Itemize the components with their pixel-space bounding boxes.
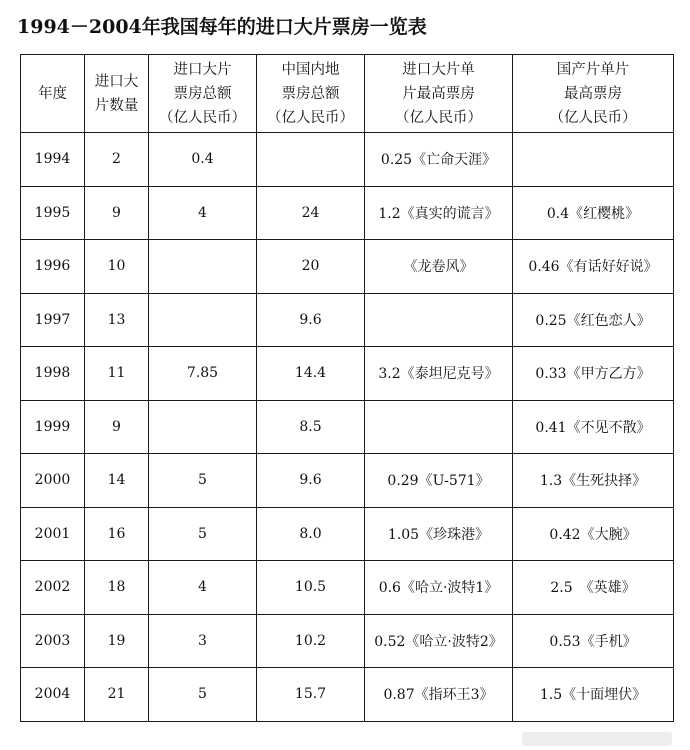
table-cell: 1994 — [21, 133, 85, 187]
table-cell: 1.2《真实的谎言》 — [365, 186, 513, 240]
table-cell: 5 — [149, 454, 257, 508]
column-header-line: 最高票房 — [564, 85, 622, 102]
table-cell: 1.3《生死抉择》 — [513, 454, 674, 508]
table-cell: 20 — [257, 240, 365, 294]
table-cell — [257, 133, 365, 187]
table-cell: 7.85 — [149, 347, 257, 401]
table-cell: 24 — [257, 186, 365, 240]
table-cell — [149, 293, 257, 347]
column-header-line: （亿人民币） — [267, 109, 354, 126]
table-cell: 2 — [85, 133, 149, 187]
column-header-line: （亿人民币） — [159, 109, 246, 126]
table-cell: 18 — [85, 561, 149, 615]
table-cell: 0.87《指环王3》 — [365, 668, 513, 722]
table-cell: 13 — [85, 293, 149, 347]
table-cell: 0.33《甲方乙方》 — [513, 347, 674, 401]
table-row — [21, 186, 674, 240]
table-cell: 1998 — [21, 347, 85, 401]
table-row — [21, 507, 674, 561]
watermark — [522, 732, 672, 746]
table-cell: 0.25《亡命天涯》 — [365, 133, 513, 187]
table-cell: 2004 — [21, 668, 85, 722]
table-cell: 9.6 — [257, 293, 365, 347]
table-row — [21, 347, 674, 401]
column-header-line: 进口大片 — [173, 61, 232, 78]
table-cell: 10.2 — [257, 614, 365, 668]
table-cell: 0.4 — [149, 133, 257, 187]
table-cell — [365, 400, 513, 454]
column-header-line: （亿人民币） — [549, 109, 637, 126]
table-cell — [149, 240, 257, 294]
table-cell: 《龙卷风》 — [365, 240, 513, 294]
column-header-1 — [85, 55, 149, 133]
table-header-row — [21, 55, 674, 133]
table-row — [21, 454, 674, 508]
table-row — [21, 293, 674, 347]
column-header-5 — [513, 55, 674, 133]
table-cell: 19 — [85, 614, 149, 668]
column-header-line: 片数量 — [94, 97, 139, 114]
table-row — [21, 133, 674, 187]
column-header-4 — [365, 55, 513, 133]
table-cell: 2003 — [21, 614, 85, 668]
table-cell: 9 — [85, 400, 149, 454]
table-cell: 2000 — [21, 454, 85, 508]
table-row — [21, 240, 674, 294]
table-cell: 5 — [149, 668, 257, 722]
table-cell: 5 — [149, 507, 257, 561]
box-office-table — [20, 54, 674, 722]
table-cell: 1996 — [21, 240, 85, 294]
column-header-line: 中国内地 — [281, 61, 340, 78]
table-cell: 0.6《哈立·波特1》 — [365, 561, 513, 615]
table-cell: 2001 — [21, 507, 85, 561]
table-cell: 8.0 — [257, 507, 365, 561]
table-cell: 2002 — [21, 561, 85, 615]
table-cell: 10.5 — [257, 561, 365, 615]
column-header-line: 片最高票房 — [402, 85, 475, 102]
table-cell: 11 — [85, 347, 149, 401]
table-cell: 4 — [149, 561, 257, 615]
table-cell: 0.41《不见不散》 — [513, 400, 674, 454]
table-cell — [513, 133, 674, 187]
table-cell: 1995 — [21, 186, 85, 240]
table-cell: 3 — [149, 614, 257, 668]
page-title: 1994－2004年我国每年的进口大片票房一览表 — [17, 16, 427, 38]
table-cell: 1997 — [21, 293, 85, 347]
table-cell: 10 — [85, 240, 149, 294]
table-cell: 0.4《红樱桃》 — [513, 186, 674, 240]
table-cell: 14 — [85, 454, 149, 508]
table-cell: 1999 — [21, 400, 85, 454]
table-cell: 16 — [85, 507, 149, 561]
table-row — [21, 400, 674, 454]
table-cell: 3.2《泰坦尼克号》 — [365, 347, 513, 401]
column-header-line: 年度 — [38, 85, 67, 102]
table-row — [21, 614, 674, 668]
table-cell: 1.05《珍珠港》 — [365, 507, 513, 561]
column-header-line: 进口大片单 — [402, 61, 475, 78]
table-cell: 4 — [149, 186, 257, 240]
table-body — [21, 133, 674, 722]
table-cell: 21 — [85, 668, 149, 722]
table-row — [21, 561, 674, 615]
table-cell: 14.4 — [257, 347, 365, 401]
table-cell: 9.6 — [257, 454, 365, 508]
column-header-line: 票房总额 — [173, 85, 232, 102]
table-row — [21, 668, 674, 722]
table-cell: 0.53《手机》 — [513, 614, 674, 668]
table-cell: 0.46《有话好好说》 — [513, 240, 674, 294]
table-cell: 0.29《U-571》 — [365, 454, 513, 508]
table-cell: 2.5 《英雄》 — [513, 561, 674, 615]
table-cell — [149, 400, 257, 454]
table-cell — [365, 293, 513, 347]
column-header-3 — [257, 55, 365, 133]
column-header-2 — [149, 55, 257, 133]
table-cell: 15.7 — [257, 668, 365, 722]
table-cell: 0.42《大腕》 — [513, 507, 674, 561]
table-cell: 1.5《十面埋伏》 — [513, 668, 674, 722]
table-cell: 0.25《红色恋人》 — [513, 293, 674, 347]
column-header-line: （亿人民币） — [395, 109, 482, 126]
column-header-line: 国产片单片 — [556, 61, 630, 78]
table-cell: 0.52《哈立·波特2》 — [365, 614, 513, 668]
column-header-0 — [21, 55, 85, 133]
table-cell: 8.5 — [257, 400, 365, 454]
column-header-line: 票房总额 — [281, 85, 340, 102]
table-cell: 9 — [85, 186, 149, 240]
column-header-line: 进口大 — [94, 73, 139, 90]
